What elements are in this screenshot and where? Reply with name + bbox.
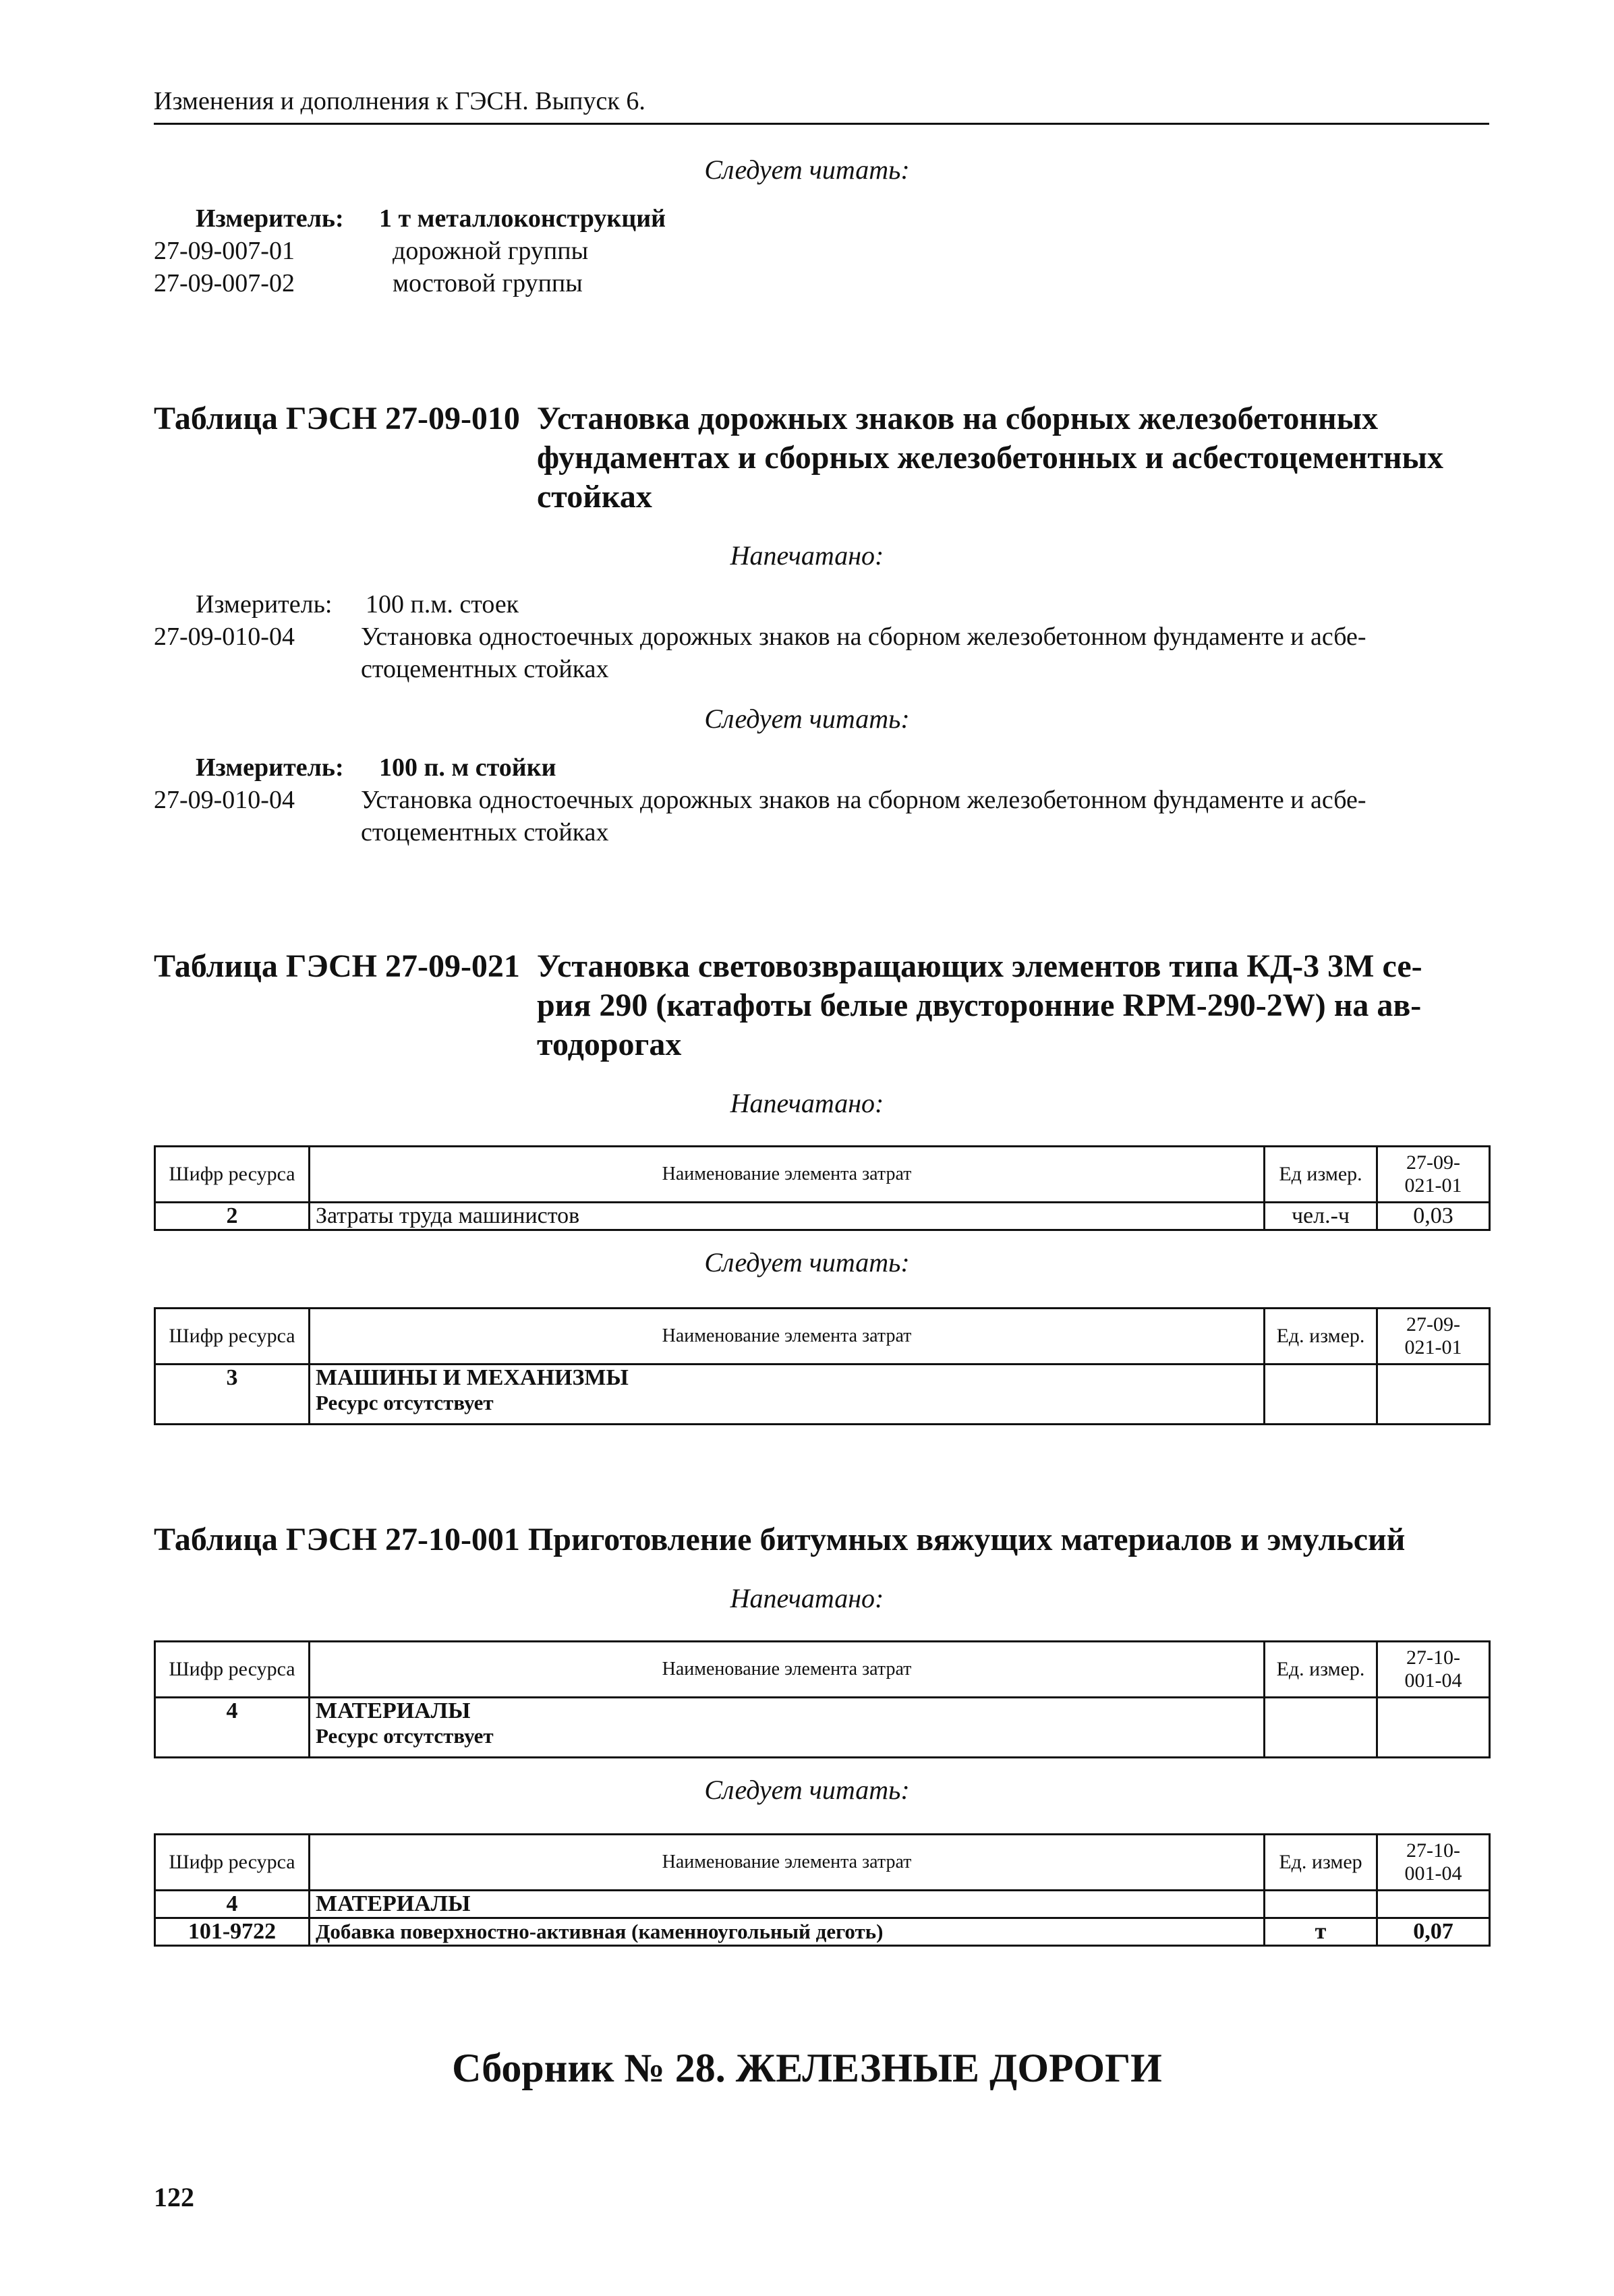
header-unit: Ед измер. bbox=[1265, 1147, 1377, 1203]
item-code: 27-09-010-04 bbox=[154, 623, 295, 651]
header-name: Наименование элемента затрат bbox=[310, 1309, 1265, 1365]
table-title-line: рия 290 (катафоты белые двусторонние RPM-290-2W) на ав- bbox=[537, 987, 1422, 1023]
printed-label: Напечатано: bbox=[730, 1583, 884, 1613]
header-unit: Ед. измер. bbox=[1265, 1642, 1377, 1698]
should-read-label: Следует читать: bbox=[704, 154, 910, 185]
page-number: 122 bbox=[154, 2182, 194, 2212]
measure-label: Измеритель: bbox=[196, 753, 344, 782]
cell-value: 0,03 bbox=[1377, 1203, 1490, 1230]
cell-value: 0,07 bbox=[1377, 1918, 1490, 1946]
printed-label: Напечатано: bbox=[730, 1088, 884, 1118]
collection-title: Сборник № 28. ЖЕЛЕЗНЫЕ ДОРОГИ bbox=[452, 2046, 1162, 2090]
header-code: Шифр ресурса bbox=[155, 1309, 310, 1365]
cell-unit bbox=[1265, 1891, 1377, 1918]
cell-code: 4 bbox=[155, 1698, 310, 1758]
table-title-line: Установка дорожных знаков на сборных железобетонных bbox=[537, 401, 1379, 436]
should-read-label: Следует читать: bbox=[704, 704, 910, 734]
cell-value bbox=[1377, 1698, 1490, 1758]
cell-name: МАТЕРИАЛЫ Ресурс отсутствует bbox=[310, 1698, 1265, 1758]
header-value: 27-10- 001-04 bbox=[1377, 1835, 1490, 1891]
cell-unit bbox=[1265, 1365, 1377, 1425]
header-value: 27-09- 021-01 bbox=[1377, 1309, 1490, 1365]
cell-unit: т bbox=[1265, 1918, 1377, 1946]
cell-name: Затраты труда машинистов bbox=[310, 1203, 1265, 1230]
header-name: Наименование элемента затрат bbox=[310, 1642, 1265, 1698]
table-row bbox=[155, 1918, 1490, 1946]
item-text: стоцементных стойках bbox=[361, 818, 609, 846]
measure-value: 1 т металлоконструкций bbox=[379, 204, 666, 233]
table-title: Таблица ГЭСН 27-10-001 Приготовление битумных вяжущих материалов и эмульсий bbox=[154, 1522, 1406, 1557]
table-row bbox=[155, 1698, 1490, 1758]
table-title-line: Установка световозвращающих элементов типа КД-3 3М се- bbox=[537, 948, 1422, 984]
measure-value: 100 п.м. стоек bbox=[366, 590, 519, 619]
table-title-line: стойках bbox=[537, 479, 652, 515]
header-name: Наименование элемента затрат bbox=[310, 1835, 1265, 1891]
header-rule bbox=[154, 123, 1489, 125]
item-code: 27-09-007-01 bbox=[154, 237, 295, 265]
cell-code: 101-9722 bbox=[155, 1918, 310, 1946]
table-title-prefix: Таблица ГЭСН 27-09-021 bbox=[154, 948, 520, 984]
cell-unit bbox=[1265, 1698, 1377, 1758]
resource-table bbox=[154, 1640, 1491, 1758]
should-read-label: Следует читать: bbox=[704, 1247, 910, 1278]
item-code: 27-09-007-02 bbox=[154, 269, 295, 297]
cell-code: 3 bbox=[155, 1365, 310, 1425]
item-text: мостовой группы bbox=[393, 269, 583, 297]
measure-label: Измеритель: bbox=[196, 204, 344, 233]
should-read-label: Следует читать: bbox=[704, 1775, 910, 1805]
measure-label: Измеритель: bbox=[196, 590, 333, 619]
measure-value: 100 п. м стойки bbox=[379, 753, 556, 782]
cell-name: МАШИНЫ И МЕХАНИЗМЫ Ресурс отсутствует bbox=[310, 1365, 1265, 1425]
cell-value bbox=[1377, 1365, 1490, 1425]
cell-unit: чел.-ч bbox=[1265, 1203, 1377, 1230]
cell-code: 2 bbox=[155, 1203, 310, 1230]
header-code: Шифр ресурса bbox=[155, 1642, 310, 1698]
item-text: дорожной группы bbox=[393, 237, 589, 265]
table-title-prefix: Таблица ГЭСН 27-09-010 bbox=[154, 401, 520, 436]
header-value: 27-10- 001-04 bbox=[1377, 1642, 1490, 1698]
item-text: Установка одностоечных дорожных знаков на сборном железобетонном фундаменте и асбе- bbox=[361, 623, 1366, 651]
table-title-line: фундаментах и сборных железобетонных и асбестоцементных bbox=[537, 440, 1444, 476]
page-header: Изменения и дополнения к ГЭСН. Выпуск 6. bbox=[154, 87, 645, 115]
table-title-line: тодорогах bbox=[537, 1027, 682, 1062]
resource-table bbox=[154, 1833, 1491, 1947]
table-row bbox=[155, 1365, 1490, 1425]
item-text: стоцементных стойках bbox=[361, 655, 609, 683]
header-unit: Ед. измер bbox=[1265, 1835, 1377, 1891]
resource-table bbox=[154, 1307, 1491, 1425]
header-name: Наименование элемента затрат bbox=[310, 1147, 1265, 1203]
header-value: 27-09- 021-01 bbox=[1377, 1147, 1490, 1203]
cell-value bbox=[1377, 1891, 1490, 1918]
header-code: Шифр ресурса bbox=[155, 1147, 310, 1203]
table-row bbox=[155, 1203, 1490, 1230]
header-code: Шифр ресурса bbox=[155, 1835, 310, 1891]
cell-name: Добавка поверхностно-активная (каменноугольный деготь) bbox=[310, 1918, 1265, 1946]
header-unit: Ед. измер. bbox=[1265, 1309, 1377, 1365]
item-code: 27-09-010-04 bbox=[154, 786, 295, 814]
resource-table bbox=[154, 1145, 1491, 1231]
cell-name: МАТЕРИАЛЫ bbox=[310, 1891, 1265, 1918]
table-row bbox=[155, 1891, 1490, 1918]
item-text: Установка одностоечных дорожных знаков на сборном железобетонном фундаменте и асбе- bbox=[361, 786, 1366, 814]
cell-code: 4 bbox=[155, 1891, 310, 1918]
printed-label: Напечатано: bbox=[730, 540, 884, 571]
